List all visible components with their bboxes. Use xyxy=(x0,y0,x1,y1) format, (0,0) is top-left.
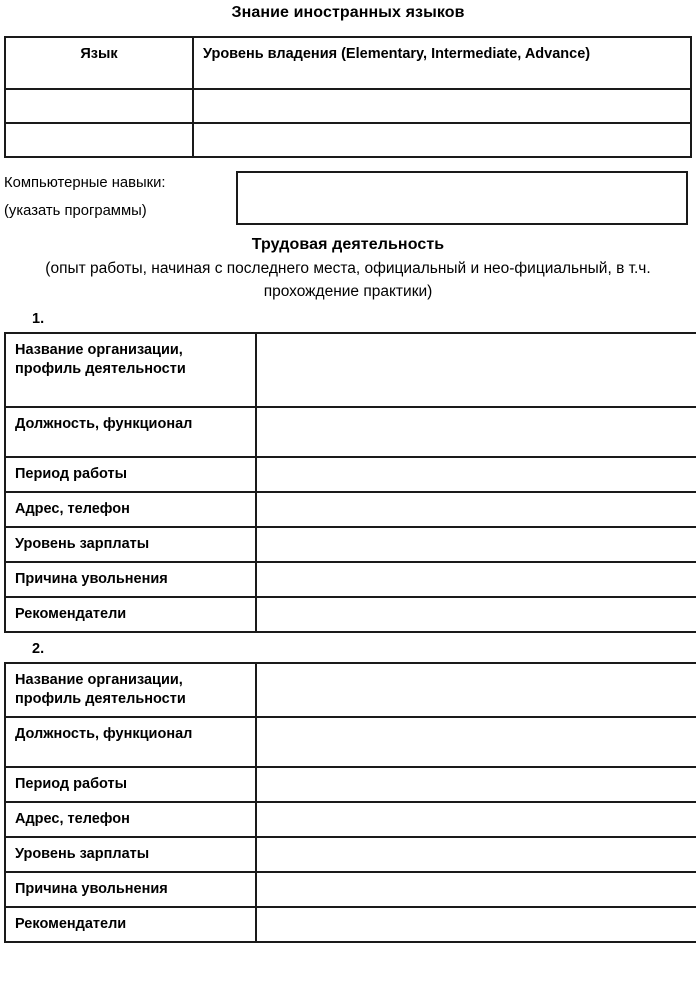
field-input-salary[interactable] xyxy=(256,837,696,872)
table-header-row xyxy=(5,37,691,89)
language-level-input-1[interactable] xyxy=(193,89,691,123)
table-row xyxy=(5,717,696,767)
field-label-dismissal-reason: Причина увольнения xyxy=(5,562,256,597)
field-input-references[interactable] xyxy=(256,907,696,942)
field-input-organization[interactable] xyxy=(256,663,696,717)
field-label-organization: Название организации, профиль деятельности xyxy=(5,333,256,407)
field-label-organization: Название организации, профиль деятельности xyxy=(5,663,256,717)
table-row xyxy=(5,123,691,157)
field-label-position: Должность, функционал xyxy=(5,717,256,767)
table-row xyxy=(5,663,696,717)
field-label-references: Рекомендатели xyxy=(5,597,256,632)
computer-skills-block xyxy=(0,169,696,229)
table-row xyxy=(5,837,696,872)
table-row xyxy=(5,457,696,492)
field-input-salary[interactable] xyxy=(256,527,696,562)
field-input-organization[interactable] xyxy=(256,333,696,407)
table-row xyxy=(5,333,696,407)
table-row xyxy=(5,907,696,942)
job-table-1 xyxy=(4,332,696,633)
field-label-references: Рекомендатели xyxy=(5,907,256,942)
field-input-period[interactable] xyxy=(256,767,696,802)
field-label-position: Должность, функционал xyxy=(5,407,256,457)
job-entry-number-1: 1. xyxy=(32,311,45,327)
computer-skills-input[interactable] xyxy=(236,171,688,225)
table-row xyxy=(5,562,696,597)
field-label-salary: Уровень зарплаты xyxy=(5,837,256,872)
field-label-period: Период работы xyxy=(5,457,256,492)
field-input-position[interactable] xyxy=(256,407,696,457)
field-input-dismissal-reason[interactable] xyxy=(256,872,696,907)
table-row xyxy=(5,492,696,527)
field-input-address-phone[interactable] xyxy=(256,492,696,527)
table-row xyxy=(5,767,696,802)
language-input-1[interactable] xyxy=(5,89,193,123)
language-level-input-2[interactable] xyxy=(193,123,691,157)
table-row xyxy=(5,802,696,837)
field-input-period[interactable] xyxy=(256,457,696,492)
languages-section-title: Знание иностранных языков xyxy=(231,4,465,21)
table-row xyxy=(5,89,691,123)
field-label-dismissal-reason: Причина увольнения xyxy=(5,872,256,907)
work-section-title: Трудовая деятельность xyxy=(251,236,445,253)
computer-skills-label-line2: (указать программы) xyxy=(4,203,147,219)
field-input-position[interactable] xyxy=(256,717,696,767)
language-input-2[interactable] xyxy=(5,123,193,157)
column-header-language: Язык xyxy=(5,37,193,89)
table-row xyxy=(5,527,696,562)
field-input-dismissal-reason[interactable] xyxy=(256,562,696,597)
field-label-salary: Уровень зарплаты xyxy=(5,527,256,562)
job-table-2 xyxy=(4,662,696,943)
table-row xyxy=(5,597,696,632)
field-input-address-phone[interactable] xyxy=(256,802,696,837)
computer-skills-label xyxy=(4,169,234,225)
table-row xyxy=(5,872,696,907)
field-input-references[interactable] xyxy=(256,597,696,632)
column-header-level: Уровень владения (Elementary, Intermediate, Advance) xyxy=(193,37,691,89)
table-row xyxy=(5,407,696,457)
field-label-period: Период работы xyxy=(5,767,256,802)
work-section-note: (опыт работы, начиная с последнего места, официальный и нео-фициальный, в т.ч. прохождение практики) xyxy=(45,260,651,300)
computer-skills-label-line1: Компьютерные навыки: xyxy=(4,175,166,191)
languages-table xyxy=(4,36,692,158)
field-label-address-phone: Адрес, телефон xyxy=(5,492,256,527)
field-label-address-phone: Адрес, телефон xyxy=(5,802,256,837)
job-entry-number-2: 2. xyxy=(32,641,45,657)
